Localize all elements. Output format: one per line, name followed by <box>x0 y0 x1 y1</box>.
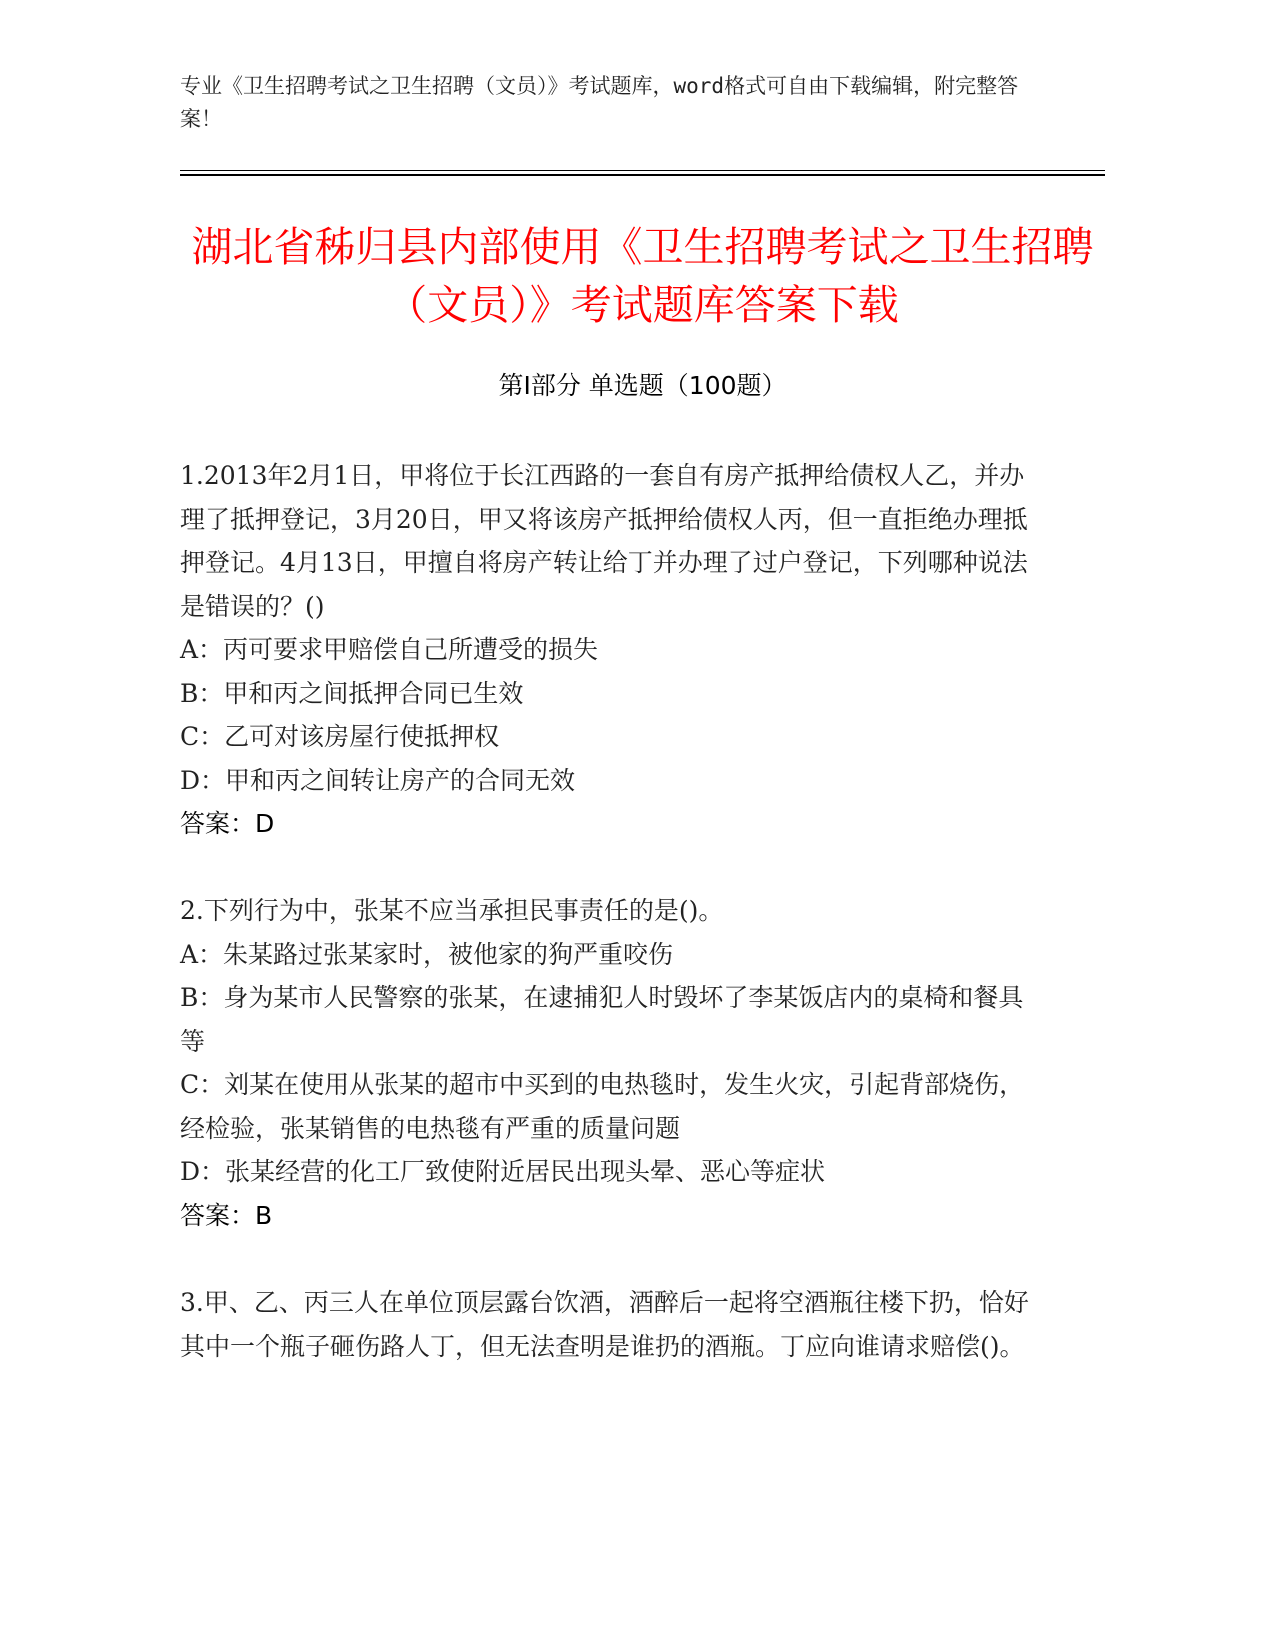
question-2 <box>180 889 1040 1237</box>
question-stem: 3.甲、乙、丙三人在单位顶层露台饮酒，酒醉后一起将空酒瓶往楼下扔，恰好其中一个瓶子砸伤路人丁，但无法查明是谁扔的酒瓶。丁应向谁请求赔偿()。 <box>180 1288 1029 1361</box>
option-b: B：甲和丙之间抵押合同已生效 <box>180 678 524 708</box>
answer: 答案：D <box>180 809 275 838</box>
answer: 答案：B <box>180 1200 273 1230</box>
document-title: 湖北省秭归县内部使用《卫生招聘考试之卫生招聘（文员）》考试题库答案下载 <box>191 223 1094 329</box>
option-b: B：身为某市人民警察的张某，在逮捕犯人时毁坏了李某饭店内的桌椅和餐具等 <box>180 983 1024 1056</box>
option-a: A：朱某路过张某家时，被他家的狗严重咬伤 <box>180 939 674 969</box>
question-stem: 1.2013年2月1日，甲将位于长江西路的一套自有房产抵押给债权人乙，并办理了抵押登记，3月20日，甲又将该房产抵押给债权人丙，但一直拒绝办理抵押登记。4月13日，甲擅自将房产转让给丁并办理了过户登记，下列哪种说法是错误的？() <box>180 461 1028 621</box>
question-stem: 2.下列行为中，张某不应当承担民事责任的是()。 <box>180 896 724 925</box>
option-c: C：刘某在使用从张某的超市中买到的电热毯时，发生火灾，引起背部烧伤，经检验，张某销售的电热毯有严重的质量问题 <box>180 1070 1025 1143</box>
header-rule-thin <box>180 170 1105 171</box>
option-a: A：丙可要求甲赔偿自己所遭受的损失 <box>180 635 599 664</box>
option-d: D：甲和丙之间转让房产的合同无效 <box>180 765 576 795</box>
header-note: 专业《卫生招聘考试之卫生招聘（文员）》考试题库，word格式可自由下载编辑，附完整答案！ <box>180 74 1019 131</box>
question-3 <box>180 1281 1040 1368</box>
option-d: D：张某经营的化工厂致使附近居民出现头晕、恶心等症状 <box>180 1157 826 1186</box>
question-1 <box>180 454 1040 846</box>
option-c: C：乙可对该房屋行使抵押权 <box>180 722 500 751</box>
section-title: 第Ⅰ部分 单选题（100题） <box>498 371 787 400</box>
header-rule-thick <box>180 174 1105 176</box>
